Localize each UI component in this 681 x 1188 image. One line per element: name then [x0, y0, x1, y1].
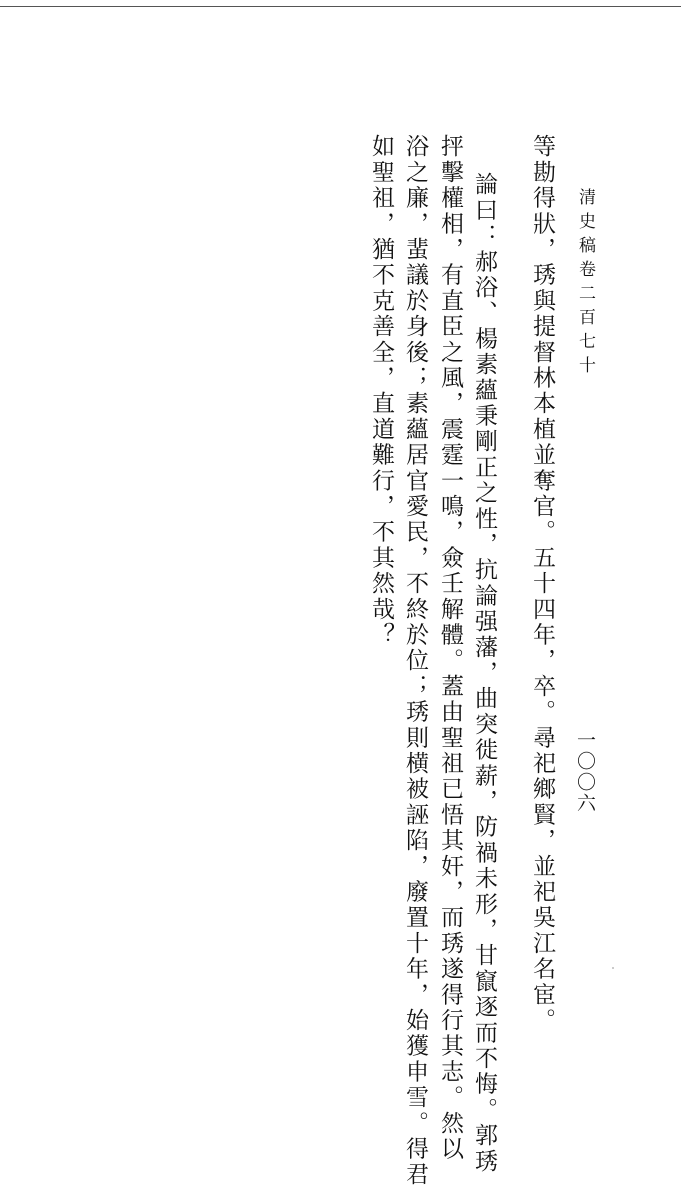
text-column-3: 抨擊權相，有直臣之風，震霆一鳴，僉壬解體。蓋由聖祖已悟其奸，而琇遂得行其志。然以: [437, 134, 463, 1162]
text-column-5: 如聖祖，猶不克善全，直道難行，不其然哉？: [368, 134, 394, 648]
text-column-1: 等勘得狀，琇與提督林本植並奪官。五十四年，卒。尋祀鄉賢，並祀吳江名宦。: [529, 134, 555, 1034]
text-column-2: 論曰：郝浴、楊素蘊秉剛正之性，抗論强藩，曲突徙薪，防禍未形，甘竄逐而不悔。郭琇: [471, 172, 497, 1175]
running-header: 清史稿卷二百七十: [575, 188, 595, 380]
text-column-4: 浴之廉，蜚議於身後；素蘊居官愛民，不終於位；琇則横被誣陷，廢置十年，始獲申雪。得君: [402, 134, 428, 1188]
paper-speck: [612, 967, 614, 969]
top-border-rule: [0, 6, 681, 7]
page-number: 一〇〇六: [574, 730, 596, 814]
